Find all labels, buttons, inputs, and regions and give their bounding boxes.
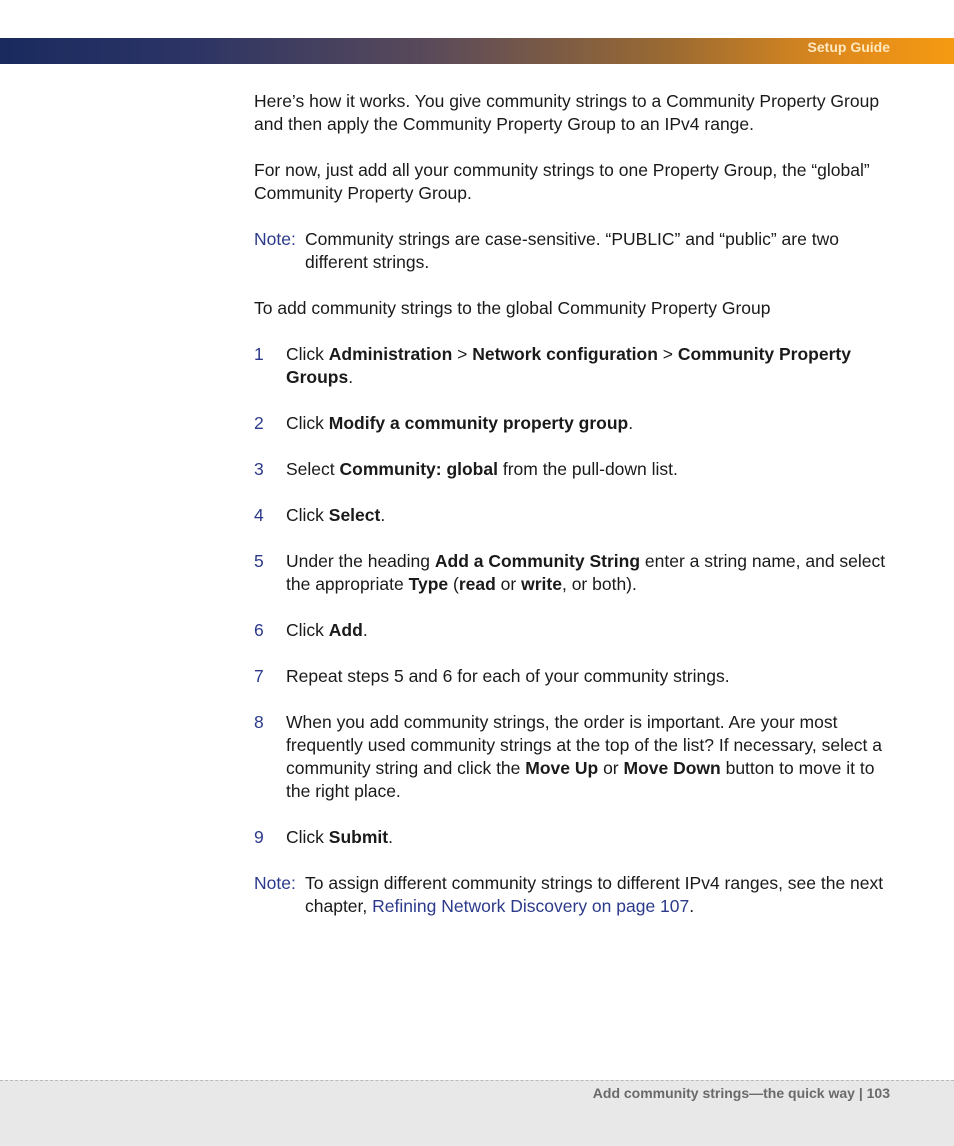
header-title: Setup Guide [807, 39, 890, 55]
header-band [0, 38, 954, 64]
note-label: Note: [254, 873, 296, 893]
step-number: 4 [254, 505, 264, 525]
footer-text: Add community strings—the quick way | 103 [592, 1085, 890, 1101]
step-text: Click Modify a community property group. [286, 413, 634, 433]
note-label: Note: [254, 229, 296, 249]
step-text: Click Select. [286, 505, 386, 525]
refining-network-discovery-link[interactable]: Refining Network Discovery on page 107 [372, 896, 690, 916]
step-3 [254, 458, 894, 481]
step-1 [254, 343, 894, 389]
procedure-heading: To add community strings to the global Community Property Group [254, 298, 771, 318]
note-text: To assign different community strings to different IPv4 ranges, see the next chapter, Refining Network Discovery on page 107. [305, 873, 884, 916]
step-number: 7 [254, 666, 264, 686]
step-number: 8 [254, 712, 264, 732]
step-9 [254, 826, 894, 849]
step-2 [254, 412, 894, 435]
step-number: 6 [254, 620, 264, 640]
note-2 [254, 872, 894, 918]
step-number: 9 [254, 827, 264, 847]
step-number: 3 [254, 459, 264, 479]
step-number: 2 [254, 413, 264, 433]
step-text: Select Community: global from the pull-down list. [286, 459, 678, 479]
step-8 [254, 711, 894, 803]
step-text: Repeat steps 5 and 6 for each of your community strings. [286, 666, 730, 686]
footer [0, 1080, 954, 1146]
step-4 [254, 504, 894, 527]
intro-paragraph-2: For now, just add all your community strings to one Property Group, the “global” Community Property Group. [254, 160, 870, 203]
step-5 [254, 550, 894, 596]
step-text: Click Submit. [286, 827, 393, 847]
step-text: When you add community strings, the order is important. Are your most frequently used community strings at the top of the list? If necessary, select a community string and click the Move Up or Move Down button to move it to the right place. [286, 712, 882, 801]
step-text: Under the heading Add a Community String enter a string name, and select the appropriate Type (read or write, or both). [286, 551, 886, 594]
page-content [254, 90, 894, 941]
note-text: Community strings are case-sensitive. “PUBLIC” and “public” are two different strings. [305, 229, 839, 272]
step-7 [254, 665, 894, 688]
intro-paragraph-1: Here’s how it works. You give community strings to a Community Property Group and then apply the Community Property Group to an IPv4 range. [254, 91, 880, 134]
step-number: 5 [254, 551, 264, 571]
note-1 [254, 228, 894, 274]
step-text: Click Add. [286, 620, 368, 640]
step-text: Click Administration > Network configuration > Community Property Groups. [286, 344, 851, 387]
step-6 [254, 619, 894, 642]
step-number: 1 [254, 344, 264, 364]
